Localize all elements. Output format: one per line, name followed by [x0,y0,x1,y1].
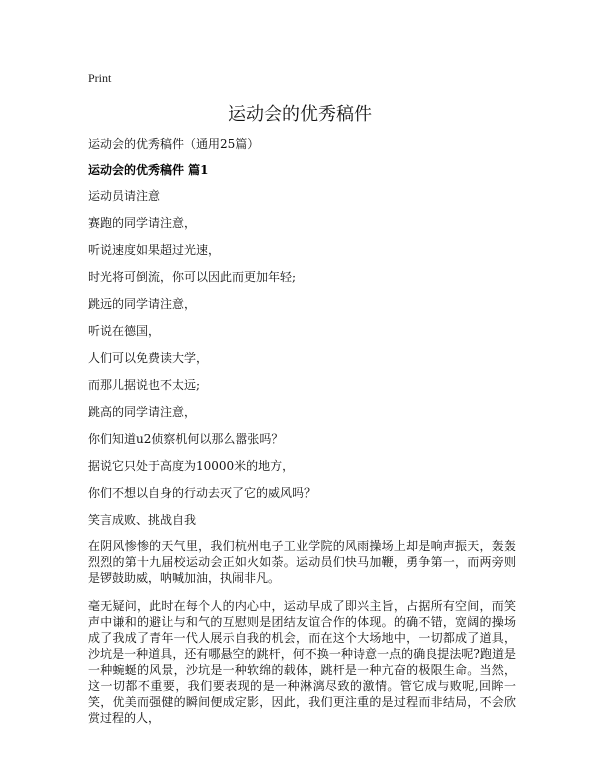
text-line: 你们不想以自身的行动去灭了它的威风吗？ [88,486,317,500]
page-title: 运动会的优秀稿件 [228,104,372,125]
text-line: 时光将可倒流，你可以因此而更加年轻; [88,270,297,284]
paragraph: 毫无疑问，此时在每个人的内心中，运动早成了即兴主旨，占据所有空间，而笑声中谦和的避让与和气的互慰则是团结友谊合作的体现。的确不错，宽阔的操场成了我成了青年一代人展示自我的机会，而在这个大场地中，一切都成了道具，沙坑是一种道具，还有哪悬空的跳杆，何不换一种诗意一点的确良提法呢?跑道是一种蜿蜒的风景，沙坑是一种软绵的载体，跳杆是一种亢奋的极限生命。当然，这一切都不重要，我们要表现的是一种淋漓尽致的激情。管它成与败呢,回眸一笑，优美而强健的瞬间便成定影，因此，我们更注重的是过程而非结局，不会欣赏过程的人， [88,599,516,725]
text-line: 跳高的同学请注意， [88,405,197,419]
text-line: 听说速度如果超过光速， [88,243,221,257]
text-line: 人们可以免费读大学， [88,351,209,365]
text-line: 据说它只处于高度为10000米的地方， [88,459,295,473]
text-line: 而那儿据说也不太远; [88,378,201,392]
section-heading: 运动会的优秀稿件 篇1 [88,163,209,177]
text-line: 听说在德国， [88,324,161,338]
document-subtitle: 运动会的优秀稿件（通用25篇） [88,137,260,151]
text-line: 你们知道u2侦察机何以那么嚣张吗？ [88,432,284,446]
paragraph: 在阴风惨惨的天气里，我们杭州电子工业学院的风雨操场上却是响声振天，轰轰烈烈的第十九届校运动会正如火如荼。运动员们快马加鞭，勇争第一，而两旁则是锣鼓助威，呐喊加油，执闹非凡。 [88,539,516,585]
print-link[interactable]: Print [88,71,112,85]
text-line: 赛跑的同学请注意， [88,216,197,230]
text-line: 跳远的同学请注意， [88,297,197,311]
text-line: 运动员请注意 [88,189,161,203]
text-line: 笑言成败、挑战自我 [88,513,197,527]
